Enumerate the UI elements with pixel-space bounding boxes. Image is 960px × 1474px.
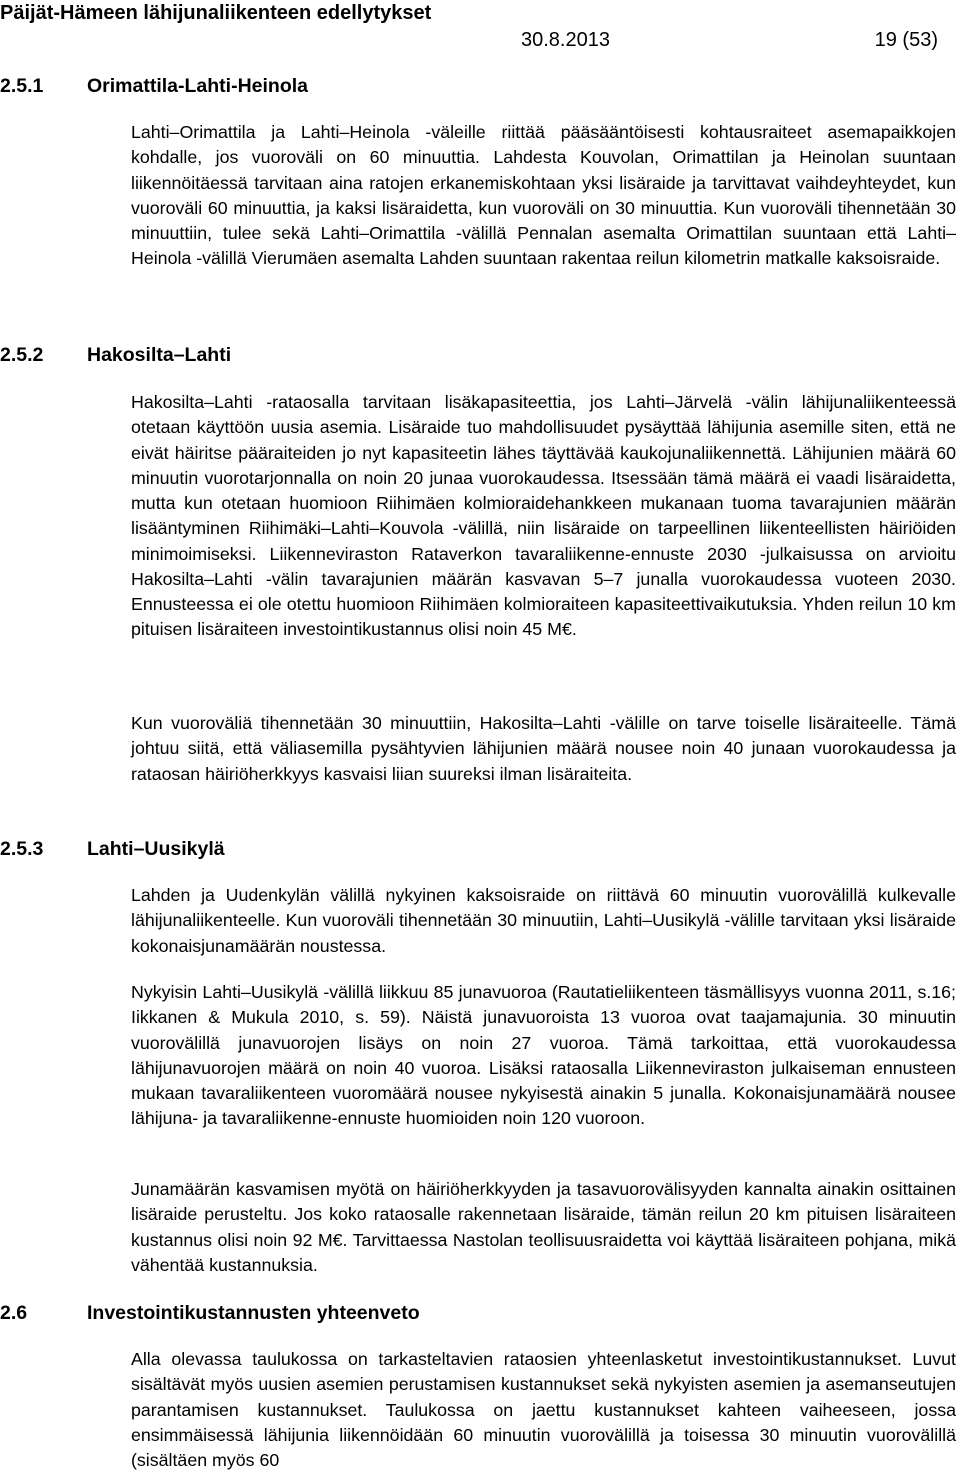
page-number: 19 (53) <box>874 29 938 51</box>
section-heading-2-5-3 <box>0 837 225 861</box>
paragraph: Kun vuoroväliä tihennetään 30 minuuttiin, Hakosilta–Lahti -välille on tarve toiselle lisäraiteelle. Tämä johtuu siitä, että väliasemilla pysähtyvien lähijunien määrä nousee noin 40 junaan vuorokaudessa ja rataosan häiriöherkkyys kasvaisi liian suureksi ilman lisäraiteita. <box>131 713 956 784</box>
section-heading-2-6 <box>0 1301 420 1325</box>
section-title: Investointikustannusten yhteenveto <box>87 1302 420 1324</box>
section-number: 2.6 <box>0 1302 28 1324</box>
document-date: 30.8.2013 <box>521 29 610 51</box>
section-title: Orimattila-Lahti-Heinola <box>87 75 309 97</box>
section-number: 2.5.3 <box>0 838 44 860</box>
section-title: Hakosilta–Lahti <box>87 344 232 366</box>
paragraph: Lahti–Orimattila ja Lahti–Heinola -väleille riittää pääsääntöisesti kohtausraiteet asemapaikkojen kohdalle, jos vuoroväli on 60 minuuttia. Lahdesta Kouvolan, Orimattilan ja Heinolan suuntaan liikennöitäessä tarvitaan aina ratojen erkanemiskohtaan yksi lisäraide ja tarvittavat vaihdeyhteydet, kun vuoroväli 60 minuuttia, ja kaksi lisäraidetta, kun vuoroväli on 30 minuuttia. Kun vuoroväli tihennetään 30 minuuttiin, tulee sekä Lahti–Orimattila -välillä Pennalan asemalta Orimattilan suuntaan että Lahti–Heinola -välillä Vierumäen asemalta Lahden suuntaan rakentaa reilun kilometrin matkalle kaksoisraide. <box>131 122 956 269</box>
paragraph: Junamäärän kasvamisen myötä on häiriöherkkyyden ja tasavuorovälisyyden kannalta ainakin osittainen lisäraide perusteltu. Jos koko rataosalle rakennetaan lisäraide, tämän reilun 20 km pituisen lisäraiteen kustannus olisi noin 92 M€. Tarvittaessa Nastolan teollisuusraidetta voi käyttää lisäraiteen pohjana, mikä vähentää kustannuksia. <box>131 1179 956 1275</box>
paragraph: Nykyisin Lahti–Uusikylä -välillä liikkuu 85 junavuoroa (Rautatieliikenteen täsmällisyys vuonna 2011, s.16; Iikkanen & Mukula 2010, s. 59). Näistä junavuoroista 13 vuoroa ovat taajamajunia. 30 minuutin vuorovälillä junavuorojen lisäys on noin 27 vuoroa. Tämä tarkoittaa, että vuorokaudessa lähijunavuorojen määrä on noin 40 vuoroa. Lisäksi rataosalla Liikenneviraston julkaiseman ennusteen mukaan tavaraliikenteen vuoromäärä nousee nykyisestä ainakin 5 junalla. Kokonaisjunamäärä nousee lähijuna- ja tavaraliikenne-ennuste huomioiden noin 120 vuoroon. <box>131 982 956 1129</box>
document-header-title: Päijät-Hämeen lähijunaliikenteen edellytykset <box>0 2 432 24</box>
section-heading-2-5-1 <box>0 74 308 98</box>
section-number: 2.5.1 <box>0 75 44 97</box>
section-heading-2-5-2 <box>0 343 231 367</box>
paragraph: Lahden ja Uudenkylän välillä nykyinen kaksoisraide on riittävä 60 minuutin vuorovälillä kulkevalle lähijunaliikenteelle. Kun vuoroväli tihennetään 30 minuutiin, Lahti–Uusikylä -välille tarvitaan yksi lisäraide kokonaisjunamäärän noustessa. <box>131 885 956 956</box>
section-title: Lahti–Uusikylä <box>87 838 225 860</box>
paragraph: Hakosilta–Lahti -rataosalla tarvitaan lisäkapasiteettia, jos Lahti–Järvelä -välin lähijunaliikenteessä otetaan käyttöön uusia asemia. Lisäraide tuo mahdollisuudet pysäyttää lähijunia asemille siten, että ne eivät häiritse pääraiteiden jo nyt kapasiteetin lähes täyttävää kaukojunaliikennettä. Lähijunien määrä 60 minuutin vuorotarjonnalla on noin 20 junaa vuorokaudessa. Itsessään tämä määrä ei vaadi lisäraidetta, mutta kun otetaan huomioon Riihimäen kolmioraidehankkeen mukanaan tuoma tavarajunien määrän lisääntyminen Riihimäki–Lahti–Kouvola -välillä, niin lisäraide on tarpeellinen liikenteellisten häiriöiden minimoimiseksi. Liikenneviraston Rataverkon tavaraliikenne-ennuste 2030 -julkaisussa on arvioitu Hakosilta–Lahti -välin tavarajunien määrän kasvavan 5–7 junalla vuorokaudessa vuoteen 2030. Ennusteessa ei ole otettu huomioon Riihimäen kolmioraiteen kapasiteettivaikutuksia. Yhden reilun 10 km pituisen lisäraiteen investointikustannus olisi noin 45 M€. <box>131 392 956 640</box>
paragraph: Alla olevassa taulukossa on tarkasteltavien rataosien yhteenlasketut investointikustannukset. Luvut sisältävät myös uusien asemien perustamisen kustannukset sekä nykyisten asemien ja asemanseutujen parantamisen kustannukset. Taulukossa on jaettu kustannukset kahteen vaiheeseen, jossa ensimmäisessä lähijunia liikennöidään 60 minuutin vuorovälillä ja toisessa 30 minuutin vuorovälillä (sisältäen myös 60 <box>131 1349 956 1470</box>
section-number: 2.5.2 <box>0 344 44 366</box>
